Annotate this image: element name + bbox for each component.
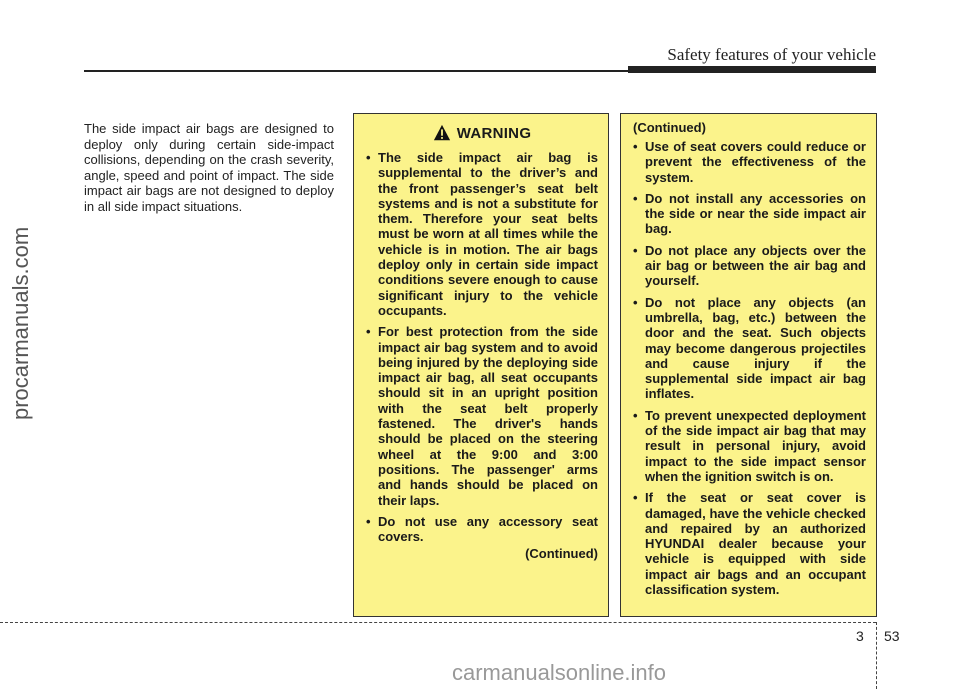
continued-label: (Continued)	[633, 120, 706, 135]
warning-item: • Do not install any accessories on the side or near the side impact air bag.	[633, 191, 866, 237]
warning-header	[366, 124, 598, 142]
warning-item: • Do not use any accessory seat covers.	[366, 514, 598, 545]
header-rule	[84, 70, 628, 72]
warning-item: • For best protection from the side impact air bag system and to avoid being injured by the deploying side impact air bag, all seat occupants should sit in an upright position with the seat belt properly fastened. The driver's hands should be placed on the steering wheel at the 9:00 and 3:00 positions. The passenger' arms and hands should be placed on their laps.	[366, 324, 598, 508]
footer-rule	[0, 622, 876, 623]
warning-item: • Do not place any objects (an umbrella, bag, etc.) between the door and the seat. Such objects may become dangerous projectiles and cause injury if the supplemental side impact air bag inflates.	[633, 295, 866, 402]
warning-list	[366, 150, 598, 544]
continued-label: (Continued)	[525, 546, 598, 562]
warning-item: • Use of seat covers could reduce or prevent the effectiveness of the system.	[633, 139, 866, 185]
warning-box	[353, 113, 609, 617]
warning-item: • The side impact air bag is supplemental to the driver’s and the front passenger’s seat belt systems and is not a substitute for them. Therefore your seat belts must be worn at all times while the vehicle is in motion. The air bags deploy only in certain side impact conditions severe enough to cause significant injury to the vehicle occupants.	[366, 150, 598, 318]
warning-item: • If the seat or seat cover is damaged, have the vehicle checked and repaired by an authorized HYUNDAI dealer because your vehicle is equipped with side impact air bags and an occupant classification system.	[633, 490, 866, 597]
page-number: 53	[884, 628, 900, 644]
warning-title: WARNING	[456, 124, 532, 142]
continued-list	[633, 139, 866, 597]
continued-box	[620, 113, 877, 617]
warning-item: • To prevent unexpected deployment of the side impact air bag that may result in personal injury, avoid impact to the side impact sensor when the ignition switch is on.	[633, 408, 866, 484]
header-rule-accent	[628, 66, 876, 73]
footer-divider	[876, 622, 877, 689]
intro-paragraph: The side impact air bags are designed to deploy only during certain side-impact collisions, depending on the crash severity, angle, speed and point of impact. The side impact air bags are not designed to deploy in all side impact situations.	[84, 121, 334, 214]
bottom-watermark: carmanualsonline.info	[452, 660, 667, 685]
chapter-number: 3	[856, 628, 864, 644]
section-title: Safety features of your vehicle	[667, 45, 876, 64]
warning-item: • Do not place any objects over the air bag or between the air bag and yourself.	[633, 243, 866, 289]
side-watermark: procarmanuals.com	[8, 226, 33, 420]
warning-triangle-icon	[433, 124, 451, 142]
